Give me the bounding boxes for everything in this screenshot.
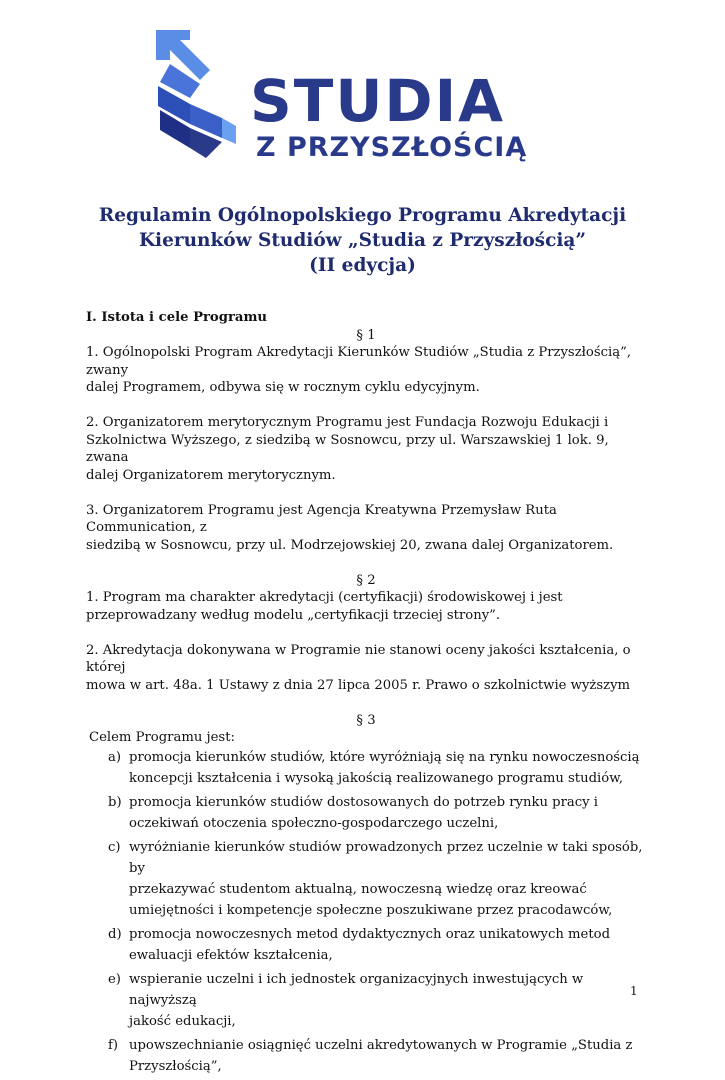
text-line: 1. Program ma charakter akredytacji (certyfikacji) środowiskowej i jest (86, 590, 563, 605)
list-item-text: wspieranie uczelni i ich jednostek organizacyjnych inwestujących w najwyższą (129, 971, 584, 1008)
list-marker: a) (108, 749, 122, 765)
text-line: 2. Organizatorem merytorycznym Programu jest Fundacja Rozwoju Edukacji i (86, 415, 609, 430)
paragraph-sign-1: § 1 (356, 327, 376, 343)
list-marker: b) (108, 794, 122, 810)
logo-arrow-icon (150, 26, 240, 161)
text-line: mowa w art. 48a. 1 Ustawy z dnia 27 lipca 2005 r. Prawo o szkolnictwie wyższym (86, 677, 631, 693)
text-line: Szkolnictwa Wyższego, z siedzibą w Sosnowcu, przy ul. Warszawskiej 1 lok. 9, zwana (86, 432, 609, 465)
logo-tagline: Z PRZYSZŁOŚCIĄ (256, 132, 528, 163)
text-line: dalej Programem, odbywa się w rocznym cyklu edycyjnym. (86, 380, 480, 395)
page-number: 1 (630, 984, 638, 998)
list-item-text: oczekiwań otoczenia społeczno-gospodarczego uczelni, (129, 815, 499, 831)
list-item-text: Przyszłością”, (129, 1058, 222, 1074)
list-item (86, 924, 646, 966)
text-line: 2. Akredytacja dokonywana w Programie nie stanowi oceny jakości kształcenia, o której (86, 642, 631, 675)
title-line-1: Regulamin Ogólnopolskiego Programu Akredytacji (98, 205, 627, 226)
list-item (86, 837, 646, 921)
list-item (86, 747, 646, 789)
document-body (86, 309, 646, 1080)
paragraph-sign-2: § 2 (356, 572, 376, 588)
list-item (86, 1035, 646, 1077)
studia-z-przyszloscia-logo (150, 26, 560, 161)
list-item-text: promocja nowoczesnych metod dydaktycznych oraz unikatowych metod (129, 926, 611, 942)
list-marker: d) (108, 926, 122, 942)
list-item-text: promocja kierunków studiów dostosowanych do potrzeb rynku pracy i (129, 794, 598, 810)
text-line: siedzibą w Sosnowcu, przy ul. Modrzejowskiej 20, zwana dalej Organizatorem. (86, 537, 614, 553)
document-title (0, 203, 725, 278)
paragraph-sign-3: § 3 (356, 712, 376, 728)
text-line: 3. Organizatorem Programu jest Agencja Kreatywna Przemysław Ruta Communication, z (86, 502, 557, 535)
list-item-text: upowszechnianie osiągnięć uczelni akredytowanych w Programie „Studia z (129, 1037, 633, 1053)
goals-list (86, 747, 646, 1077)
title-line-2: Kierunków Studiów „Studia z Przyszłością” (138, 230, 587, 251)
list-item-text: koncepcji kształcenia i wysoką jakością realizowanego programu studiów, (129, 770, 624, 786)
logo-wordmark: STUDIA (250, 67, 506, 135)
list-item-text: jakość edukacji, (129, 1013, 236, 1029)
list-intro: Celem Programu jest: (89, 730, 235, 745)
list-item (86, 792, 646, 834)
list-marker: f) (108, 1037, 119, 1053)
list-marker: c) (108, 839, 121, 855)
section-heading: I. Istota i cele Programu (86, 310, 267, 325)
list-item-text: przekazywać studentom aktualną, nowoczesną wiedzę oraz kreować (129, 881, 587, 897)
title-line-3: (II edycja) (309, 255, 416, 276)
list-item-text: ewaluacji efektów kształcenia, (129, 947, 333, 963)
list-item (86, 969, 646, 1032)
text-line: 1. Ogólnopolski Program Akredytacji Kierunków Studiów „Studia z Przyszłością”, zwany (86, 345, 632, 378)
list-item-text: umiejętności i kompetencje społeczne poszukiwane przez pracodawców, (129, 902, 613, 918)
list-item-text: wyróżnianie kierunków studiów prowadzonych przez uczelnie w taki sposób, by (129, 839, 643, 876)
list-item-text: promocja kierunków studiów, które wyróżniają się na rynku nowoczesnością (129, 749, 640, 765)
text-line: dalej Organizatorem merytorycznym. (86, 467, 336, 483)
list-marker: e) (108, 971, 121, 987)
text-line: przeprowadzany według modelu „certyfikacji trzeciej strony”. (86, 607, 501, 623)
